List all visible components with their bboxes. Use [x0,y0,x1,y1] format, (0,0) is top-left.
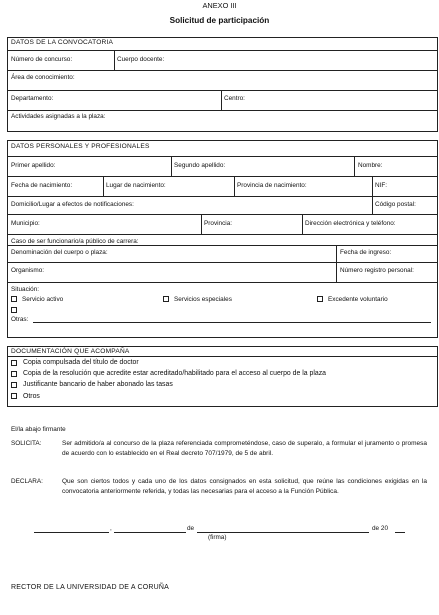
otras-input-line[interactable] [33,322,431,323]
fecha-nacimiento-label[interactable]: Fecha de nacimiento: [11,182,73,189]
lugar-nacimiento-label[interactable]: Lugar de nacimiento: [106,182,166,189]
numero-concurso-label[interactable]: Número de concurso: [11,56,73,63]
doc-otros-label: Otros [23,393,40,400]
place-line[interactable] [34,532,109,533]
comma-sep: , [110,525,112,532]
doc-tasas-label: Justificante bancario de haber abonado las tasas [23,381,173,388]
doc-resolucion-label: Copia de la resolución que acredite estar acreditado/habilitado para el acceso al cuerpo de la plaza [23,370,326,377]
year-line[interactable] [395,532,405,533]
otras-checkbox[interactable] [11,307,17,313]
doc-otros-checkbox[interactable] [11,393,17,399]
otras-label: Otras: [11,316,29,323]
domicilio-label[interactable]: Domicilio/Lugar a efectos de notificaciones: [11,201,134,208]
actividades-label[interactable]: Actividades asignadas a la plaza: [11,113,106,120]
municipio-label[interactable]: Municipio: [11,220,40,227]
nombre-label[interactable]: Nombre: [358,162,383,169]
nif-label[interactable]: NIF: [375,182,388,189]
registro-personal-label[interactable]: Número registro personal: [340,267,414,274]
solicita-text: Ser admitido/a al concurso de la plaza referenciada comprometéndose, caso de superalo, a formular el juramento o promesa de acuerdo con lo establecido en el Real decreto 707/1979, de 5 de abril. [62,440,427,457]
doc-tasas-checkbox[interactable] [11,382,17,388]
centro-label[interactable]: Centro: [224,95,245,102]
servicios-especiales-label: Servicios especiales [174,296,232,303]
excedente-voluntario-label: Excedente voluntario [328,296,388,303]
rector-footer: RECTOR DE LA UNIVERSIDAD DE A CORUÑA [11,584,169,591]
month-line[interactable] [197,532,369,533]
servicios-especiales-checkbox[interactable] [163,296,169,302]
denominacion-label[interactable]: Denominación del cuerpo o plaza: [11,249,108,256]
organismo-label[interactable]: Organismo: [11,267,45,274]
solicita-label: SOLICITA: [11,440,42,447]
situacion-label: Situación: [11,286,40,293]
doc-titulo-checkbox[interactable] [11,360,17,366]
cuerpo-docente-label[interactable]: Cuerpo docente: [117,56,165,63]
convocatoria-heading: DATOS DE LA CONVOCATORIA [11,39,114,46]
servicio-activo-label: Servicio activo [22,296,64,303]
form-title: Solicitud de participación [169,16,270,25]
day-line[interactable] [114,532,186,533]
area-conocimiento-label[interactable]: Área de conocimiento: [11,74,75,81]
de-label-1: de [187,525,195,532]
servicio-activo-checkbox[interactable] [11,296,17,302]
annex-label: ANEXO III [202,1,237,10]
documentacion-heading: DOCUMENTACIÓN QUE ACOMPAÑA [11,348,130,355]
direccion-telefono-label[interactable]: Dirección electrónica y teléfono: [305,220,396,227]
funcionario-label: Caso de ser funcionario/a público de carrera: [11,238,139,245]
fecha-ingreso-label[interactable]: Fecha de ingreso: [340,249,392,256]
declara-label: DECLARA: [11,478,43,485]
firma-label: (firma) [208,534,227,541]
declara-text: Que son ciertos todos y cada uno de los datos consignados en esta solicitud, que reúne las condiciones exigidas en la convocatoria anteriormente referida, y todas las necesarias para el acceso a la Función Pública. [62,478,427,495]
departamento-label[interactable]: Departamento: [11,95,54,102]
codigo-postal-label[interactable]: Código postal: [375,201,416,208]
doc-titulo-label: Copia compulsada del título de doctor [23,359,139,366]
excedente-voluntario-checkbox[interactable] [317,296,323,302]
primer-apellido-label[interactable]: Primer apellido: [11,162,56,169]
firmante-intro: El/la abajo firmante [11,426,66,433]
provincia-label[interactable]: Provincia: [204,220,233,227]
provincia-nacimiento-label[interactable]: Provincia de nacimiento: [237,182,307,189]
personales-heading: DATOS PERSONALES Y PROFESIONALES [11,143,150,150]
segundo-apellido-label[interactable]: Segundo apellido: [174,162,226,169]
doc-resolucion-checkbox[interactable] [11,371,17,377]
de-label-2: de 20 [372,525,388,532]
